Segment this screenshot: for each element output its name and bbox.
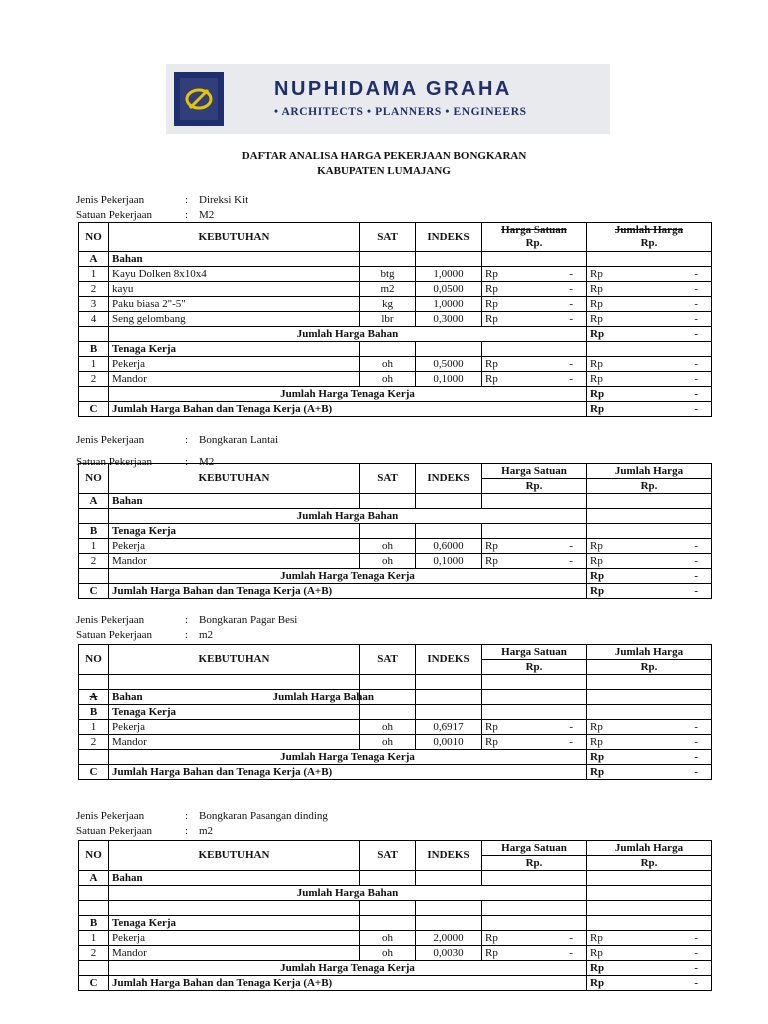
subtotal-label: Jumlah Harga Tenaga Kerja — [109, 569, 587, 584]
subtotal-value: Rp - — [587, 327, 712, 342]
logo-emblem-icon — [174, 72, 224, 126]
table-row — [79, 735, 712, 750]
total-value: Rp - — [587, 402, 712, 417]
item-name: Mandor — [109, 554, 360, 569]
item-name: Pekerja — [109, 720, 360, 735]
item-no: 1 — [79, 720, 109, 735]
jumlah-harga-cell: Rp - — [587, 946, 712, 961]
jenis-value: Bongkaran Pasangan dinding — [199, 810, 328, 822]
subtotal-value: Rp - — [587, 569, 712, 584]
item-no: 2 — [79, 372, 109, 387]
col-harga-satuan-unit: Rp. — [482, 856, 587, 871]
table-row — [79, 372, 712, 387]
item-no: 1 — [79, 267, 109, 282]
harga-satuan-cell: Rp - — [482, 372, 587, 387]
table-row — [79, 554, 712, 569]
harga-satuan-cell: Rp - — [482, 282, 587, 297]
subtotal-row — [79, 886, 712, 901]
satuan-value: m2 — [199, 825, 214, 837]
col-no-header: NO — [79, 645, 109, 675]
total-label: Jumlah Harga Bahan dan Tenaga Kerja (A+B) — [109, 402, 587, 417]
item-unit: oh — [360, 946, 416, 961]
subtotal-row — [79, 569, 712, 584]
section-row — [79, 342, 712, 357]
company-logo — [166, 64, 610, 134]
col-no-header: NO — [79, 223, 109, 252]
section-row — [79, 705, 712, 720]
jumlah-harga-cell: Rp - — [587, 735, 712, 750]
jumlah-harga-cell: Rp - — [587, 554, 712, 569]
analysis-table-direksi-kit — [78, 222, 712, 417]
col-no-header: NO — [79, 464, 109, 494]
section-title: Bahan Jumlah Harga Bahan — [109, 690, 360, 705]
jumlah-harga-cell: Rp - — [587, 539, 712, 554]
table-row — [79, 312, 712, 327]
section-title: Bahan — [109, 494, 360, 509]
section-title: Tenaga Kerja — [109, 916, 360, 931]
jenis-label: Jenis Pekerjaan — [76, 434, 145, 446]
col-sat-header: SAT — [360, 223, 416, 252]
colon: : — [185, 825, 189, 837]
section-letter: C — [79, 976, 109, 991]
analysis-table-bongkaran-lantai — [78, 463, 712, 599]
item-unit: oh — [360, 735, 416, 750]
section-title: Tenaga Kerja — [109, 342, 360, 357]
harga-satuan-cell: Rp - — [482, 735, 587, 750]
satuan-value: M2 — [199, 209, 215, 221]
section-title: Tenaga Kerja — [109, 524, 360, 539]
col-harga-satuan-header: Harga Satuan — [482, 841, 587, 856]
jumlah-harga-cell: Rp - — [587, 282, 712, 297]
subtotal-label: Jumlah Harga Bahan — [109, 886, 587, 901]
harga-satuan-cell: Rp - — [482, 297, 587, 312]
subtotal-value: Rp - — [587, 961, 712, 976]
total-value: Rp - — [587, 976, 712, 991]
subtotal-row — [79, 387, 712, 402]
harga-satuan-cell: Rp - — [482, 267, 587, 282]
item-no: 1 — [79, 539, 109, 554]
total-label: Jumlah Harga Bahan dan Tenaga Kerja (A+B) — [109, 765, 587, 780]
item-unit: oh — [360, 372, 416, 387]
subtotal-row — [79, 509, 712, 524]
col-indeks-header: INDEKS — [416, 645, 482, 675]
item-unit: kg — [360, 297, 416, 312]
colon: : — [185, 810, 189, 822]
item-name: Pekerja — [109, 357, 360, 372]
colon: : — [185, 209, 189, 221]
col-jumlah-harga-unit: Rp. — [587, 479, 712, 494]
satuan-value: m2 — [199, 629, 214, 641]
col-sat-header: SAT — [360, 464, 416, 494]
total-row — [79, 584, 712, 599]
item-index: 0,1000 — [416, 372, 482, 387]
table-row — [79, 539, 712, 554]
item-index: 1,0000 — [416, 297, 482, 312]
item-name: Mandor — [109, 372, 360, 387]
jumlah-harga-cell: Rp - — [587, 297, 712, 312]
table-header-row — [79, 464, 712, 479]
table-header-row — [79, 645, 712, 660]
col-jumlah-harga-unit: Rp. — [587, 856, 712, 871]
total-row — [79, 402, 712, 417]
jenis-label: Jenis Pekerjaan — [76, 194, 145, 206]
col-jumlah-harga-header: Jumlah Harga — [587, 645, 712, 660]
item-name: Mandor — [109, 946, 360, 961]
item-name: Seng gelombang — [109, 312, 360, 327]
jenis-value: Bongkaran Lantai — [199, 434, 279, 446]
item-index: 1,0000 — [416, 267, 482, 282]
section-letter: B — [79, 705, 109, 720]
jumlah-harga-cell: Rp - — [587, 372, 712, 387]
harga-satuan-cell: Rp - — [482, 539, 587, 554]
subtotal-label: Jumlah Harga Tenaga Kerja — [109, 750, 587, 765]
section-letter: A — [79, 871, 109, 886]
item-no: 1 — [79, 357, 109, 372]
table-row — [79, 946, 712, 961]
total-label: Jumlah Harga Bahan dan Tenaga Kerja (A+B) — [109, 976, 587, 991]
section-row — [79, 916, 712, 931]
col-harga-satuan-header: Harga Satuan — [482, 645, 587, 660]
section-letter: A — [79, 690, 109, 705]
total-row — [79, 765, 712, 780]
item-no: 2 — [79, 735, 109, 750]
item-name: Kayu Dolken 8x10x4 — [109, 267, 360, 282]
item-name: kayu — [109, 282, 360, 297]
item-no: 2 — [79, 282, 109, 297]
colon: : — [185, 194, 189, 206]
col-harga-satuan-header: Harga Satuan Rp. — [482, 223, 587, 252]
item-index: 0,3000 — [416, 312, 482, 327]
item-name: Mandor — [109, 735, 360, 750]
col-jumlah-harga-header: Jumlah Harga — [587, 464, 712, 479]
item-no: 2 — [79, 946, 109, 961]
col-no-header: NO — [79, 841, 109, 871]
subtotal-row — [79, 327, 712, 342]
item-no: 4 — [79, 312, 109, 327]
col-harga-satuan-unit: Rp. — [482, 660, 587, 675]
item-index: 2,0000 — [416, 931, 482, 946]
section-letter: C — [79, 765, 109, 780]
jumlah-harga-cell: Rp - — [587, 267, 712, 282]
jumlah-harga-cell: Rp - — [587, 931, 712, 946]
section-row — [79, 871, 712, 886]
total-value: Rp - — [587, 765, 712, 780]
satuan-label: Satuan Pekerjaan — [76, 209, 153, 221]
subtotal-label: Jumlah Harga Tenaga Kerja — [109, 387, 587, 402]
item-unit: oh — [360, 554, 416, 569]
item-index: 0,0010 — [416, 735, 482, 750]
analysis-table-bongkaran-pagar-besi — [78, 644, 712, 780]
section-letter: C — [79, 402, 109, 417]
section-letter: A — [79, 252, 109, 267]
col-harga-satuan-unit: Rp. — [482, 479, 587, 494]
section-letter: B — [79, 342, 109, 357]
section-title: Bahan — [109, 871, 360, 886]
item-unit: btg — [360, 267, 416, 282]
satuan-label: Satuan Pekerjaan — [76, 456, 153, 468]
jumlah-harga-cell: Rp - — [587, 720, 712, 735]
subtotal-row — [79, 961, 712, 976]
harga-satuan-cell: Rp - — [482, 720, 587, 735]
harga-satuan-cell: Rp - — [482, 946, 587, 961]
satuan-label: Satuan Pekerjaan — [76, 629, 153, 641]
item-index: 0,0030 — [416, 946, 482, 961]
item-index: 0,6000 — [416, 539, 482, 554]
table-row — [79, 720, 712, 735]
document-title: DAFTAR ANALISA HARGA PEKERJAAN BONGKARAN — [241, 150, 527, 162]
logo-company-name: NUPHIDAMA GRAHA — [274, 78, 512, 100]
item-name: Pekerja — [109, 931, 360, 946]
col-kebutuhan-header: KEBUTUHAN — [109, 223, 360, 252]
harga-satuan-cell: Rp - — [482, 357, 587, 372]
col-indeks-header: INDEKS — [416, 841, 482, 871]
analysis-table-bongkaran-pasangan-dinding — [78, 840, 712, 991]
section-row — [79, 494, 712, 509]
col-indeks-header: INDEKS — [416, 223, 482, 252]
section-title: Bahan — [109, 252, 360, 267]
col-jumlah-harga-header: Jumlah Harga — [587, 841, 712, 856]
item-index: 0,0500 — [416, 282, 482, 297]
logo-tagline: • ARCHITECTS • PLANNERS • ENGINEERS — [274, 106, 527, 118]
subtotal-row — [79, 750, 712, 765]
subtotal-value: Rp - — [587, 387, 712, 402]
total-value: Rp - — [587, 584, 712, 599]
item-no: 1 — [79, 931, 109, 946]
colon: : — [185, 614, 189, 626]
colon: : — [185, 629, 189, 641]
section-letter: B — [79, 916, 109, 931]
total-row — [79, 976, 712, 991]
col-kebutuhan-header: KEBUTUHAN — [109, 645, 360, 675]
col-kebutuhan-header: KEBUTUHAN — [109, 841, 360, 871]
section-title: Tenaga Kerja — [109, 705, 360, 720]
table-header-row — [79, 223, 712, 252]
section-row — [79, 690, 712, 705]
col-jumlah-harga-unit: Rp. — [587, 660, 712, 675]
section-row — [79, 252, 712, 267]
harga-satuan-cell: Rp - — [482, 312, 587, 327]
satuan-value: M2 — [199, 456, 215, 468]
section-letter: B — [79, 524, 109, 539]
blank-row — [79, 675, 712, 690]
jumlah-harga-cell: Rp - — [587, 312, 712, 327]
col-sat-header: SAT — [360, 841, 416, 871]
document-subtitle: KABUPATEN LUMAJANG — [317, 165, 451, 177]
item-index: 0,5000 — [416, 357, 482, 372]
item-index: 0,6917 — [416, 720, 482, 735]
table-row — [79, 357, 712, 372]
table-row — [79, 297, 712, 312]
table-row — [79, 931, 712, 946]
subtotal-label: Jumlah Harga Bahan — [109, 327, 587, 342]
col-harga-satuan-header: Harga Satuan — [482, 464, 587, 479]
section-letter: A — [79, 494, 109, 509]
item-no: 3 — [79, 297, 109, 312]
jenis-label: Jenis Pekerjaan — [76, 810, 145, 822]
table-header-row — [79, 841, 712, 856]
item-no: 2 — [79, 554, 109, 569]
item-name: Pekerja — [109, 539, 360, 554]
jenis-value: Direksi Kit — [199, 194, 249, 206]
table-row — [79, 282, 712, 297]
harga-satuan-cell: Rp - — [482, 554, 587, 569]
jenis-label: Jenis Pekerjaan — [76, 614, 145, 626]
total-label: Jumlah Harga Bahan dan Tenaga Kerja (A+B) — [109, 584, 587, 599]
col-indeks-header: INDEKS — [416, 464, 482, 494]
colon: : — [185, 434, 189, 446]
harga-satuan-cell: Rp - — [482, 931, 587, 946]
item-unit: m2 — [360, 282, 416, 297]
col-jumlah-harga-header: Jumlah Harga Rp. — [587, 223, 712, 252]
item-unit: oh — [360, 931, 416, 946]
item-unit: lbr — [360, 312, 416, 327]
section-row — [79, 524, 712, 539]
satuan-label: Satuan Pekerjaan — [76, 825, 153, 837]
col-kebutuhan-header: KEBUTUHAN — [109, 464, 360, 494]
item-index: 0,1000 — [416, 554, 482, 569]
jumlah-harga-cell: Rp - — [587, 357, 712, 372]
subtotal-label: Jumlah Harga Bahan — [109, 509, 587, 524]
col-sat-header: SAT — [360, 645, 416, 675]
item-unit: oh — [360, 720, 416, 735]
subtotal-value: Rp - — [587, 750, 712, 765]
colon: : — [185, 456, 189, 468]
jenis-value: Bongkaran Pagar Besi — [199, 614, 298, 626]
table-row — [79, 267, 712, 282]
blank-row — [79, 901, 712, 916]
item-unit: oh — [360, 357, 416, 372]
item-name: Paku biasa 2"-5" — [109, 297, 360, 312]
section-letter: C — [79, 584, 109, 599]
subtotal-label: Jumlah Harga Tenaga Kerja — [109, 961, 587, 976]
item-unit: oh — [360, 539, 416, 554]
